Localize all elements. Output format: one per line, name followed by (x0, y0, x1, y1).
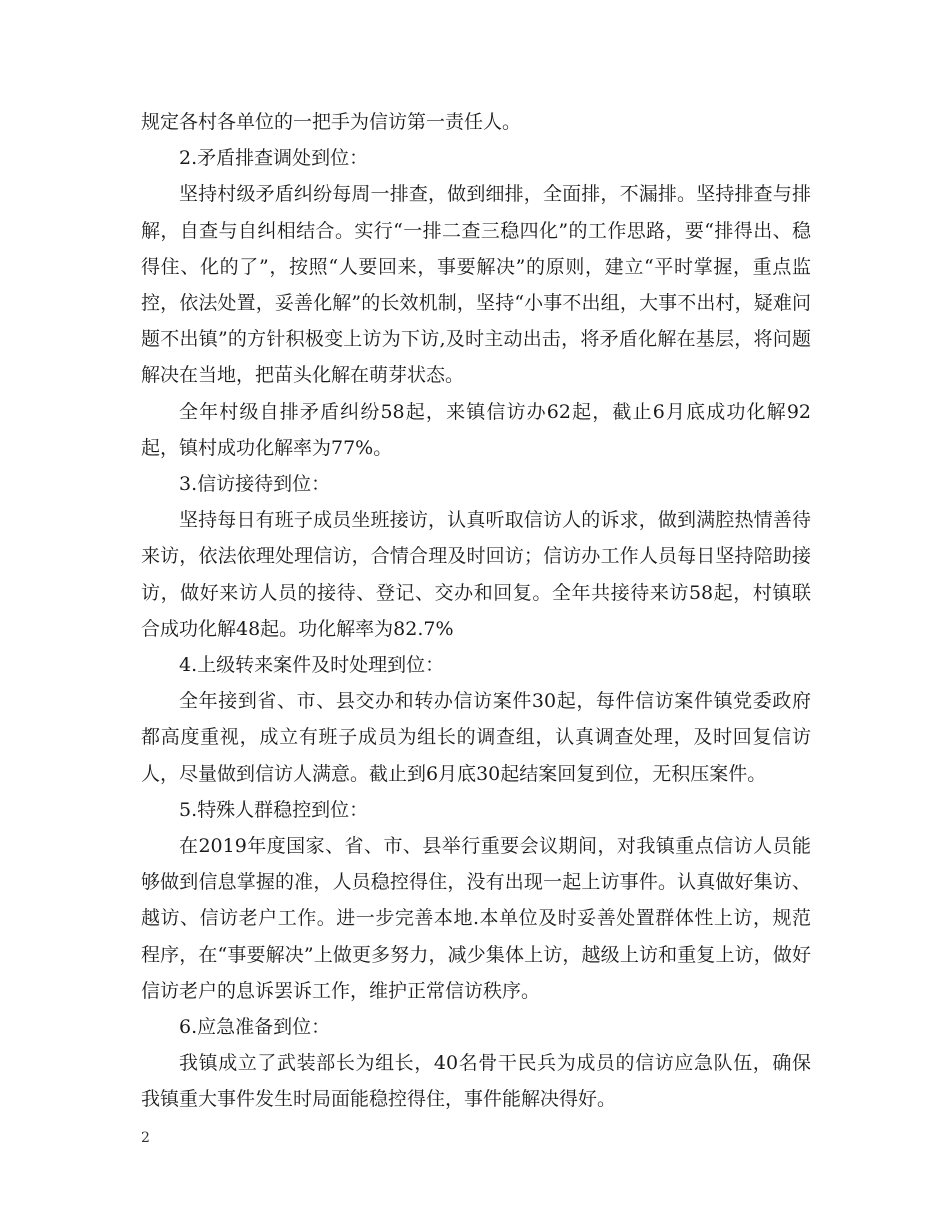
paragraph-3: 坚持村级矛盾纠纷每周一排查，做到细排，全面排，不漏排。坚持排查与排解，自查与自纠相结合。实行“一排二查三稳四化”的工作思路，要“排得出、稳得住、化的了”，按照“人要回来，事要解决”的原则，建立“平时掌握，重点监控，依法处置，妥善化解”的长效机制，坚持“小事不出组，大事不出村，疑难问题不出镇”的方针积极变上访为下访,及时主动出击，将矛盾化解在基层，将问题解决在当地，把苗头化解在萌芽状态。 (141, 183, 811, 387)
paragraph-8: 全年接到省、市、县交办和转办信访案件30起，每件信访案件镇党委政府都高度重视，成立有班子成员为组长的调查组，认真调查处理，及时回复信访人，尽量做到信访人满意。截止到6月底30起结案回复到位，无积压案件。 (141, 690, 811, 785)
paragraph-4: 全年村级自排矛盾纠纷58起，来镇信访办62起，截止6月底成功化解92起，镇村成功化解率为77%。 (141, 400, 811, 459)
paragraph-10: 在2019年度国家、省、市、县举行重要会议期间，对我镇重点信访人员能够做到信息掌握的准，人员稳控得住，没有出现一起上访事件。认真做好集访、越访、信访老户工作。进一步完善本地.本单位及时妥善处置群体性上访，规范程序，在“事要解决”上做更多努力，减少集体上访，越级上访和重复上访，做好信访老户的息诉罢诉工作，维护正常信访秩序。 (141, 835, 811, 1002)
document-body (141, 104, 811, 1118)
paragraph-6: 坚持每日有班子成员坐班接访，认真听取信访人的诉求，做到满腔热情善待来访，依法依理处理信访，合情合理及时回访；信访办工作人员每日坚持陪助接访，做好来访人员的接待、登记、交办和回复。全年共接待来访58起，村镇联合成功化解48起。功化解率为82.7% (141, 509, 811, 640)
paragraph-12: 我镇成立了武装部长为组长，40名骨干民兵为成员的信访应急队伍，确保我镇重大事件发生时局面能稳控得住，事件能解决得好。 (141, 1052, 811, 1111)
page-number: 2 (141, 1130, 150, 1146)
section-heading-2: 2.矛盾排查调处到位： (179, 147, 369, 170)
section-heading-5: 5.特殊人群稳控到位： (179, 798, 369, 821)
section-heading-3: 3.信访接待到位： (179, 473, 331, 496)
section-heading-4: 4.上级转来案件及时处理到位： (179, 654, 445, 677)
section-heading-6: 6.应急准备到位： (179, 1016, 331, 1039)
paragraph-1: 规定各村各单位的一把手为信访第一责任人。 (141, 111, 522, 133)
